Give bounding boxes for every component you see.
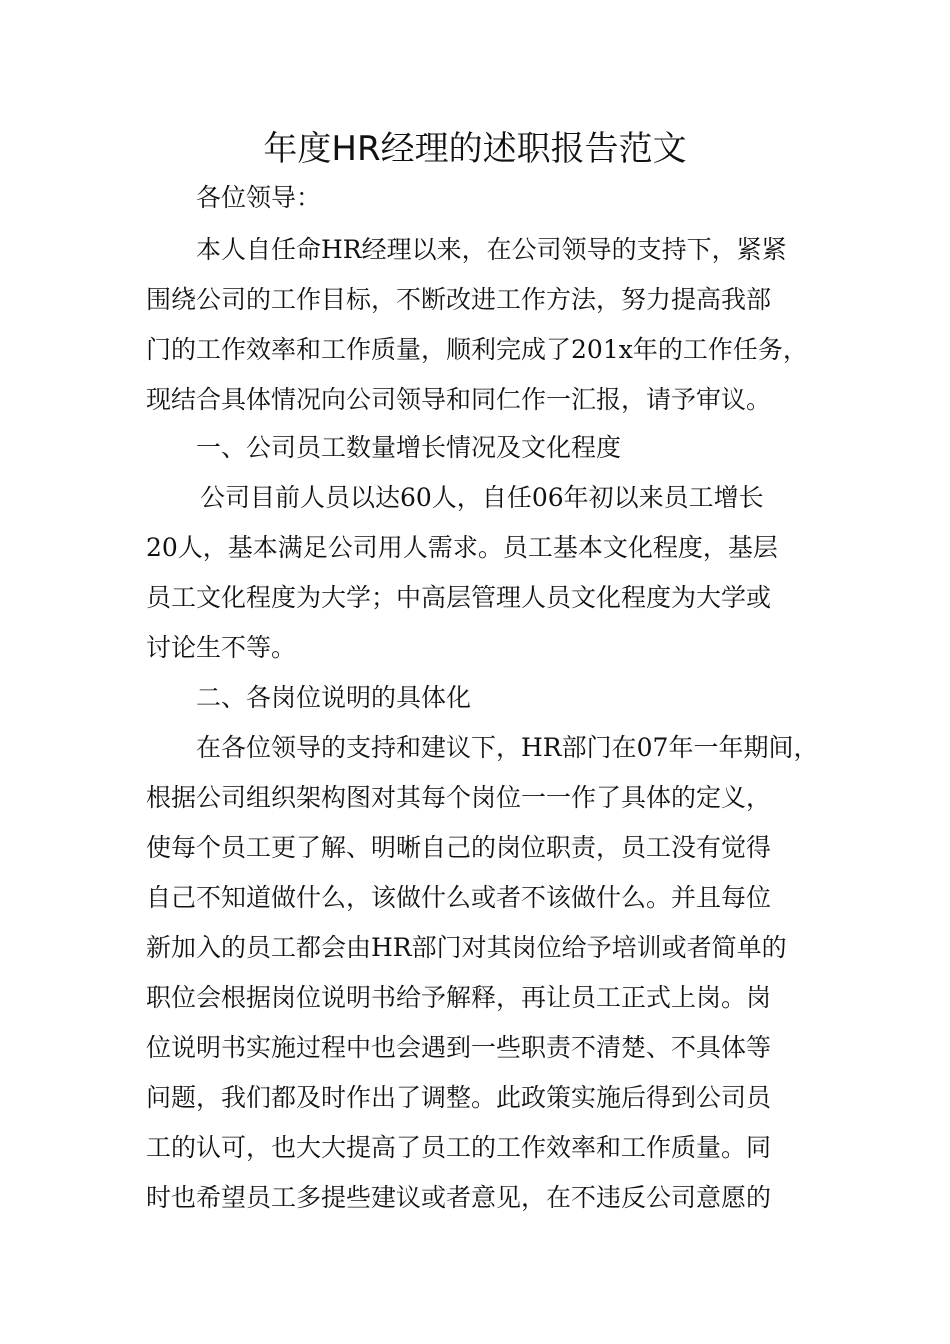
paragraph-line: 时也希望员工多提些建议或者意见，在不违反公司意愿的 — [146, 1183, 772, 1212]
paragraph-line: 员工文化程度为大学；中高层管理人员文化程度为大学或 — [146, 583, 772, 612]
paragraph-line: 使每个员工更了解、明晰自己的岗位职责，员工没有觉得 — [146, 833, 772, 862]
paragraph-line: 20人，基本满足公司用人需求。员工基本文化程度，基层 — [146, 533, 778, 562]
paragraph-line: 本人自任命HR经理以来，在公司领导的支持下，紧紧 — [196, 235, 787, 264]
paragraph-line: 公司目前人员以达60人，自任06年初以来员工增长 — [200, 483, 764, 512]
paragraph-line: 新加入的员工都会由HR部门对其岗位给予培训或者简单的 — [146, 933, 787, 962]
document-title: 年度HR经理的述职报告范文 — [263, 129, 687, 169]
paragraph-line: 职位会根据岗位说明书给予解释，再让员工正式上岗。岗 — [146, 983, 772, 1012]
section-heading-2: 二、各岗位说明的具体化 — [196, 683, 472, 712]
paragraph-line: 现结合具体情况向公司领导和同仁作一汇报，请予审议。 — [146, 385, 772, 414]
paragraph-line: 工的认可，也大大提高了员工的工作效率和工作质量。同 — [146, 1133, 772, 1162]
paragraph-line: 讨论生不等。 — [146, 633, 297, 662]
section-heading-1: 一、公司员工数量增长情况及文化程度 — [196, 433, 622, 462]
paragraph-line: 门的工作效率和工作质量，顺利完成了201x年的工作任务， — [146, 335, 808, 364]
paragraph-line: 自己不知道做什么，该做什么或者不该做什么。并且每位 — [146, 883, 772, 912]
paragraph-line: 在各位领导的支持和建议下，HR部门在07年一年期间， — [196, 733, 819, 762]
paragraph-line: 位说明书实施过程中也会遇到一些职责不清楚、不具体等 — [146, 1033, 772, 1062]
salutation: 各位领导： — [196, 183, 322, 212]
paragraph-line: 围绕公司的工作目标，不断改进工作方法，努力提高我部 — [146, 285, 772, 314]
paragraph-line: 根据公司组织架构图对其每个岗位一一作了具体的定义， — [146, 783, 772, 812]
paragraph-line: 问题，我们都及时作出了调整。此政策实施后得到公司员 — [146, 1083, 772, 1112]
